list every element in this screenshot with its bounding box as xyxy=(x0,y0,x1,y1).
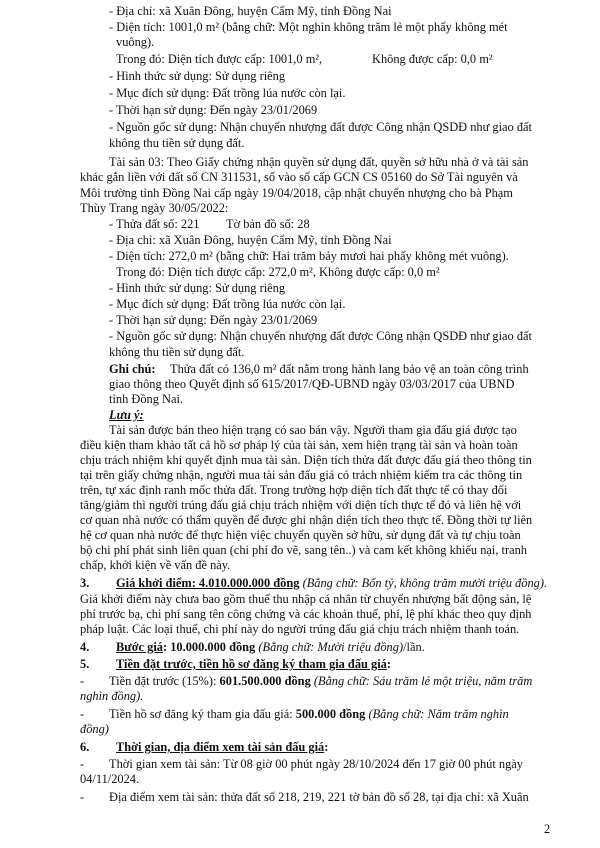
text-line: cơ quan nhà nước có thẩm quyền để được ghi nhận diện tích theo thực tế. Đồng thời tự liên xyxy=(80,513,533,527)
text-line: Tài sản 03: Theo Giấy chứng nhận quyền sử dụng đất, quyền sở hữu nhà ở và tài sản xyxy=(109,155,529,169)
text-line: tăng/giảm thì người trúng đấu giá chịu trách nhiệm với diện tích thực tế đó và liên hệ với xyxy=(80,498,522,512)
text-line: - Địa chỉ: xã Xuân Đông, huyện Cẩm Mỹ, tỉnh Đồng Nai xyxy=(109,4,392,18)
text-line: - Thửa đất số: 221 xyxy=(109,217,200,231)
bullet-dash: - xyxy=(80,790,85,804)
text-line: nghìn đồng). xyxy=(80,689,144,703)
text-line: Trong đó: Diện tích được cấp: 1001,0 m², xyxy=(116,52,323,66)
text-line: - Thời hạn sử dụng: Đến ngày 23/01/2069 xyxy=(109,103,318,117)
section-number: 3. xyxy=(80,576,90,590)
bullet-dash: - xyxy=(80,674,85,688)
text-line: Trong đó: Diện tích được cấp: 272,0 m², Không được cấp: 0,0 m² xyxy=(116,265,440,279)
text-line: 04/11/2024. xyxy=(80,772,140,786)
text-line: - Diện tích: 272,0 m² (bằng chữ: Hai trăm bảy mươi hai phẩy không mét vuông). xyxy=(109,249,509,263)
text-line: khác gắn liền với đất số CN 311531, số vào sổ cấp GCN CS 05160 do Sở Tài nguyên và xyxy=(80,170,518,184)
text-line: chịu trách nhiệm khi quyết định mua tài sản. Diện tích thửa đất được đấu giá theo thông tin xyxy=(80,453,532,467)
text-line: giao thông theo Quyết định số 615/2017/QĐ-UBND ngày 03/03/2017 của UBND xyxy=(109,377,515,391)
text-line: - Hình thức sử dụng: Sử dụng riêng xyxy=(109,281,286,295)
text-line: hệ cơ quan nhà nước để thực hiện việc chuyển quyền sở hữu, sử dụng đất và tự chịu toàn xyxy=(80,528,521,542)
text-line: - Mục đích sử dụng: Đất trồng lúa nước còn lại. xyxy=(109,86,346,100)
text-line: - Nguồn gốc sử dụng: Nhận chuyển nhượng đất được Công nhận QSDĐ như giao đất xyxy=(109,329,532,343)
text-line: tại trên giấy chứng nhận, người mua tài sản đấu giá có trách nhiệm kiểm tra các thông tin xyxy=(80,468,523,482)
section-number: 4. xyxy=(80,640,90,654)
remark-heading: Lưu ý: xyxy=(109,408,144,422)
text-line: tỉnh Đồng Nai. xyxy=(109,392,183,406)
text-line: Thửa đất có 136,0 m² đất nằm trong hành lang bảo vệ an toàn công trình xyxy=(170,362,529,376)
section-number: 5. xyxy=(80,657,90,671)
price-step: Bước giá: 10.000.000 đồng (Bằng chữ: Mười triệu đồng)/lần. xyxy=(116,640,425,654)
section-number: 6. xyxy=(80,740,90,754)
bullet-dash: - xyxy=(80,757,85,771)
text-line: pháp luật. Các loại thuế, chi phí này do người trúng đấu giá chịu trách nhiệm thanh toán. xyxy=(80,622,520,636)
text-line: Tờ bản đồ số: 28 xyxy=(226,217,310,231)
page-number: 2 xyxy=(544,822,551,836)
section-heading: Tiền đặt trước, tiền hồ sơ đăng ký tham gia đấu giá: xyxy=(116,657,391,671)
text-line: không thu tiền sử dụng đất. xyxy=(109,345,245,359)
text-line: Địa điểm xem tài sản: thửa đất số 218, 219, 221 tờ bản đồ số 28, tại địa chỉ: xã Xuân xyxy=(109,790,529,804)
text-line: - Địa chỉ: xã Xuân Đông, huyện Cẩm Mỹ, tỉnh Đồng Nai xyxy=(109,233,392,247)
deposit: Tiền đặt trước (15%): 601.500.000 đồng (Bằng chữ: Sáu trăm lẻ một triệu, năm trăm xyxy=(109,674,533,688)
text-line: Tài sản được bán theo hiện trạng có sao bán vậy. Người tham gia đấu giá được tạo xyxy=(109,423,517,437)
text-line: Môi trường tỉnh Đồng Nai cấp ngày 19/04/2018, cập nhật chuyển nhượng cho bà Phạm xyxy=(80,186,513,200)
text-line: chấp, khởi kiện về vấn đề này. xyxy=(80,558,231,572)
section-heading: Thời gian, địa điểm xem tài sản đấu giá: xyxy=(116,740,329,754)
text-line: không thu tiền sử dụng đất. xyxy=(109,136,245,150)
bullet-dash: - xyxy=(80,707,85,721)
note-label: Ghi chú: xyxy=(109,362,156,376)
text-line: - Hình thức sử dụng: Sử dụng riêng xyxy=(109,69,286,83)
text-line: trên, tự xác định ranh mốc thửa đất. Trong trường hợp diện tích đất thực tế có thay đổi xyxy=(80,483,508,497)
starting-price: Giá khởi điểm: 4.010.000.000 đồng (Bằng chữ: Bốn tỷ, không trăm mười triệu đồng). xyxy=(116,576,548,590)
application-fee: Tiền hồ sơ đăng ký tham gia đấu giá: 500.000 đồng (Bằng chữ: Năm trăm nghìn xyxy=(109,707,509,721)
text-line: vuông). xyxy=(116,35,155,49)
text-line: Giá khởi điểm này chưa bao gồm thuế thu nhập cá nhân từ chuyển nhượng bất động sản, lệ xyxy=(80,592,532,606)
text-line: Thùy Trang ngày 30/05/2022: xyxy=(80,201,229,215)
text-line: bộ chi phí phát sinh liên quan (chi phí đo vẽ, sang tên..) và cam kết không khiếu nại, tranh xyxy=(80,543,527,557)
text-line: đồng) xyxy=(80,722,109,736)
text-line: Thời gian xem tài sản: Từ 08 giờ 00 phút ngày 28/10/2024 đến 17 giờ 00 phút ngày xyxy=(109,757,523,771)
text-line: - Mục đích sử dụng: Đất trồng lúa nước còn lại. xyxy=(109,297,346,311)
text-line: phí trước bạ, chi phí sang tên công chứng và các khoản thuế, phí, lệ phí khác theo quy định xyxy=(80,607,532,621)
text-line: - Nguồn gốc sử dụng: Nhận chuyển nhượng đất được Công nhận QSDĐ như giao đất xyxy=(109,120,532,134)
text-line: Không được cấp: 0,0 m² xyxy=(372,52,493,66)
text-line: - Diện tích: 1001,0 m² (bằng chữ: Một nghìn không trăm lẻ một phẩy không mét xyxy=(109,20,508,34)
text-line: - Thời hạn sử dụng: Đến ngày 23/01/2069 xyxy=(109,313,318,327)
text-line: điều kiện tham khảo tất cả hồ sơ pháp lý của tài sản, xem hiện trạng tài sản và hoàn toàn xyxy=(80,438,518,452)
